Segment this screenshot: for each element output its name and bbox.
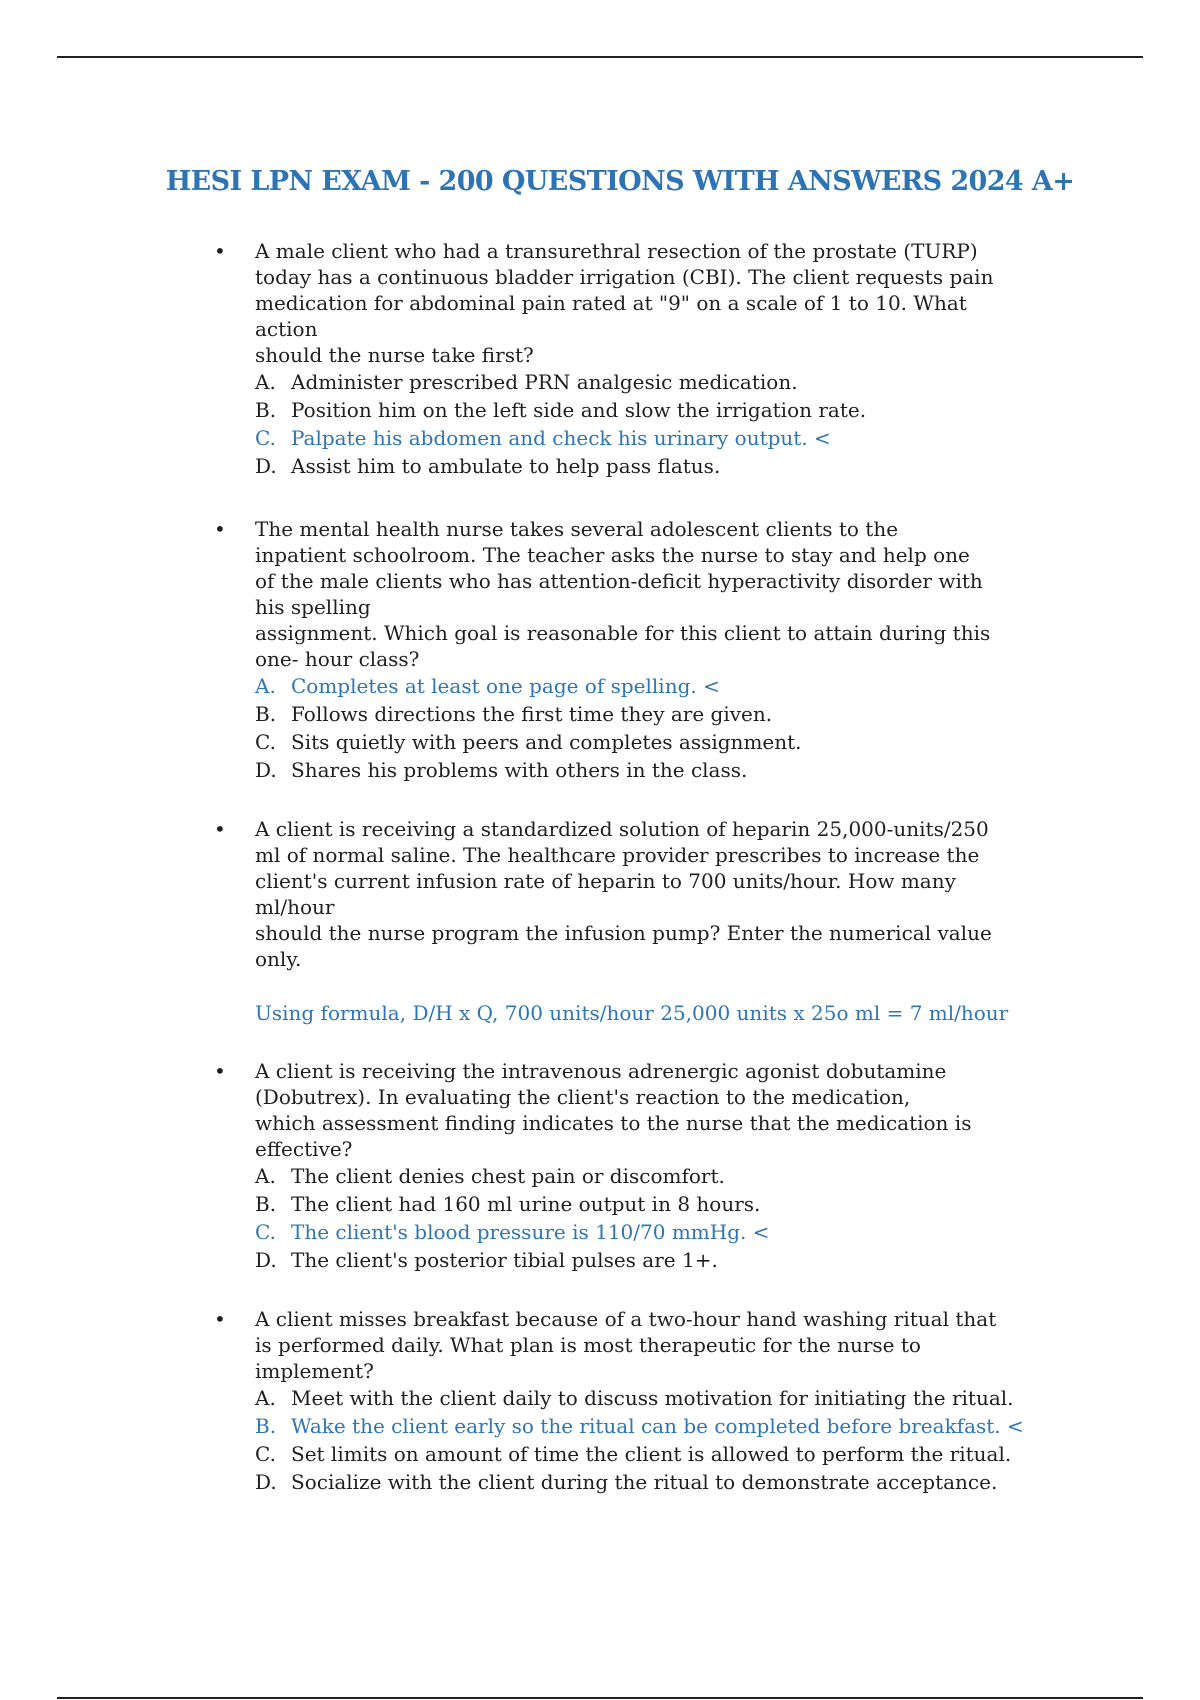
option-letter: D. [255, 1248, 277, 1272]
option-text: The client's blood pressure is 110/70 mmHg. < [291, 1220, 770, 1244]
option-a [255, 368, 1038, 396]
option-list [255, 368, 1038, 480]
option-text: The client denies chest pain or discomfort. [291, 1164, 725, 1188]
option-text: Shares his problems with others in the class. [291, 758, 748, 782]
header-rule [57, 56, 1143, 58]
option-letter: A. [255, 674, 276, 698]
option-b [255, 1190, 1038, 1218]
option-text: Position him on the left side and slow the irrigation rate. [291, 398, 867, 422]
option-letter: C. [255, 730, 276, 754]
option-a [255, 1162, 1038, 1190]
option-text: Follows directions the first time they are given. [291, 702, 773, 726]
option-text: The client had 160 ml urine output in 8 hours. [291, 1192, 761, 1216]
option-list [255, 1162, 1038, 1274]
option-letter: B. [255, 398, 277, 422]
bullet-icon: • [214, 239, 226, 263]
question-4 [214, 1058, 1038, 1274]
question-stem: The mental health nurse takes several adolescent clients to the inpatient schoolroom. The teacher asks the nurse to stay and help one of the male clients who has attention-deficit hyperactivity disorder with his spelling assignment. Which goal is reasonable for this client to attain during this one- hour class? [255, 517, 991, 671]
option-d [255, 1246, 1038, 1274]
option-text: Assist him to ambulate to help pass flatus. [291, 454, 721, 478]
option-text: Administer prescribed PRN analgesic medication. [291, 370, 798, 394]
option-letter: C. [255, 426, 276, 450]
bullet-icon: • [214, 1059, 226, 1083]
option-text: The client's posterior tibial pulses are 1+. [291, 1248, 718, 1272]
option-a [255, 1384, 1038, 1412]
option-text: Socialize with the client during the ritual to demonstrate acceptance. [291, 1470, 998, 1494]
option-text: Set limits on amount of time the client is allowed to perform the ritual. [291, 1442, 1012, 1466]
bullet-icon: • [214, 1307, 226, 1331]
option-letter: A. [255, 1164, 276, 1188]
question-2 [214, 516, 1038, 784]
footer-rule [57, 1697, 1143, 1699]
option-letter: B. [255, 1192, 277, 1216]
calculation-answer: Using formula, D/H x Q, 700 units/hour 25,000 units x 25o ml = 7 ml/hour [255, 1001, 1009, 1025]
option-b [255, 700, 1038, 728]
option-letter: B. [255, 702, 277, 726]
option-letter: D. [255, 758, 277, 782]
option-text: Palpate his abdomen and check his urinary output. < [291, 426, 831, 450]
option-letter: C. [255, 1442, 276, 1466]
question-3 [214, 816, 1038, 1026]
bullet-icon: • [214, 817, 226, 841]
option-d [255, 1468, 1038, 1496]
option-a-correct [255, 672, 1038, 700]
question-stem: A client is receiving the intravenous adrenergic agonist dobutamine (Dobutrex). In evaluating the client's reaction to the medication, which assessment finding indicates to the nurse that the medication is effective? [255, 1059, 972, 1161]
question-1 [214, 238, 1038, 480]
option-d [255, 452, 1038, 480]
question-stem: A client misses breakfast because of a two-hour hand washing ritual that is performed daily. What plan is most therapeutic for the nurse to implement? [255, 1307, 997, 1383]
question-stem: A male client who had a transurethral resection of the prostate (TURP) today has a continuous bladder irrigation (CBI). The client requests pain medication for abdominal pain rated at "9" on a scale of 1 to 10. What action should the nurse take first? [255, 239, 994, 367]
option-text: Sits quietly with peers and completes assignment. [291, 730, 802, 754]
option-letter: D. [255, 454, 277, 478]
page-title: HESI LPN EXAM - 200 QUESTIONS WITH ANSWERS 2024 A+ [165, 166, 1075, 197]
option-letter: B. [255, 1414, 277, 1438]
option-text: Wake the client early so the ritual can be completed before breakfast. < [291, 1414, 1024, 1438]
option-c-correct [255, 1218, 1038, 1246]
option-list [255, 672, 1038, 784]
option-b-correct [255, 1412, 1038, 1440]
option-c [255, 1440, 1038, 1468]
question-5 [214, 1306, 1038, 1496]
option-letter: A. [255, 370, 276, 394]
question-stem: A client is receiving a standardized solution of heparin 25,000-units/250 ml of normal saline. The healthcare provider prescribes to increase the client's current infusion rate of heparin to 700 units/hour. How many ml/hour should the nurse program the infusion pump? Enter the numerical value only. [255, 817, 992, 971]
option-letter: D. [255, 1470, 277, 1494]
option-d [255, 756, 1038, 784]
option-c-correct [255, 424, 1038, 452]
option-list [255, 1384, 1038, 1496]
option-b [255, 396, 1038, 424]
option-letter: A. [255, 1386, 276, 1410]
bullet-icon: • [214, 517, 226, 541]
option-text: Meet with the client daily to discuss motivation for initiating the ritual. [291, 1386, 1014, 1410]
option-text: Completes at least one page of spelling. < [291, 674, 720, 698]
option-letter: C. [255, 1220, 276, 1244]
option-c [255, 728, 1038, 756]
